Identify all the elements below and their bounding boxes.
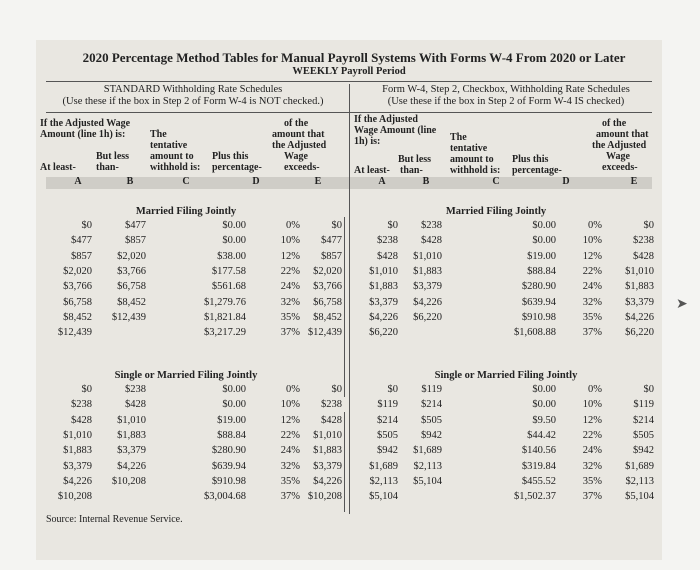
left-table-0-cell: $477 <box>71 235 92 247</box>
left-table-1-cell: $910.98 <box>211 475 246 487</box>
right-table-0-cell: $6,220 <box>625 327 654 339</box>
right-table-1-cell: 12% <box>582 414 602 426</box>
left-table-0-cell: 32% <box>280 296 300 308</box>
right-table-1-cell: $505 <box>633 429 654 441</box>
right-table-0-cell: 22% <box>582 265 602 277</box>
left-table-1-cell: $4,226 <box>117 460 146 472</box>
left-table-0-cell: $0.00 <box>222 235 246 247</box>
right-heading-line2: (Use these if the box in Step 2 of Form W-4 IS checked) <box>387 96 625 107</box>
right-table-1-cell: 35% <box>582 475 602 487</box>
right-heading-line1: Form W-4, Step 2, Checkbox, Withholding Rate Schedules <box>382 84 630 95</box>
right-tent-label: The <box>450 132 467 143</box>
left-table-0-cell: $0 <box>331 220 342 231</box>
right-table-1-cell: $0 <box>643 384 654 395</box>
left-table-1-cell: $10,208 <box>307 491 342 503</box>
left-table-0-cell: $2,020 <box>63 265 92 277</box>
left-heading-line1: STANDARD Withholding Rate Schedules <box>103 84 283 95</box>
left-table-0-cell: $477 <box>321 235 342 247</box>
right-col-letter-a: A <box>378 176 386 187</box>
left-table-0-cell: $3,766 <box>313 281 342 293</box>
right-table-1-cell: $319.84 <box>521 460 556 472</box>
left-table-0-cell: $12,439 <box>111 311 146 323</box>
left-heading-line2: (Use these if the box in Step 2 of Form W-4 is NOT checked.) <box>62 96 324 107</box>
left-table-0-cell: $0 <box>81 220 92 231</box>
right-table-1-cell: $942 <box>377 445 398 457</box>
left-table-0-cell: $561.68 <box>211 281 246 293</box>
left-ofthe-label-5: exceeds- <box>284 162 320 173</box>
left-table-0-cell: $177.58 <box>211 265 246 277</box>
right-table-0-cell: $4,226 <box>413 296 442 308</box>
right-table-0-title: Married Filing Jointly <box>445 206 547 217</box>
left-wage-label-2: Amount (line 1h) is: <box>40 129 126 140</box>
right-table-1-cell: $942 <box>421 429 442 441</box>
right-table-1-cell: $1,502.37 <box>514 491 556 503</box>
page-title: 2020 Percentage Method Tables for Manual Payroll Systems With Forms W-4 From 2020 or Later <box>82 50 626 65</box>
right-table-1-cell: 22% <box>582 429 602 441</box>
left-table-1-cell: $3,004.68 <box>204 491 246 503</box>
left-table-1-cell: $3,379 <box>63 460 92 472</box>
right-table-1-cell: $2,113 <box>413 460 442 472</box>
left-table-0-cell: $8,452 <box>63 311 92 323</box>
right-table-1-cell: $5,104 <box>369 491 398 503</box>
top-rule <box>46 81 652 82</box>
right-table-1-cell: $1,689 <box>413 445 442 457</box>
left-table-1-cell: $639.94 <box>211 460 246 472</box>
left-table-1-cell: $1,883 <box>63 445 92 457</box>
right-table-0-cell: $4,226 <box>625 311 654 323</box>
right-table-0-cell: $1,883 <box>625 281 654 293</box>
left-table-1-cell: $238 <box>125 384 146 395</box>
left-plus-label-2: percentage- <box>212 162 262 173</box>
left-table-1-cell: 24% <box>280 445 300 457</box>
right-table-1-cell: $119 <box>377 399 398 411</box>
left-table-0-cell: $857 <box>125 235 146 247</box>
right-butless-label-2: than- <box>400 165 423 176</box>
page-subtitle: WEEKLY Payroll Period <box>292 66 406 77</box>
right-table-0-cell: 35% <box>582 311 602 323</box>
left-table-0-cell: $857 <box>71 250 92 262</box>
right-butless-label: But less <box>398 154 432 165</box>
left-table-0-cell: $2,020 <box>117 250 146 262</box>
right-table-1-cell: $5,104 <box>625 491 654 503</box>
left-col-letter-d: D <box>252 176 260 187</box>
left-table-1-cell: 37% <box>280 491 300 503</box>
right-table-0-cell: $910.98 <box>521 311 556 323</box>
right-table-0-cell: 37% <box>582 327 602 339</box>
right-ofthe-label-4: Wage <box>606 151 630 162</box>
right-ofthe-label: of the <box>602 118 627 129</box>
left-table-1-cell: $280.90 <box>211 445 246 457</box>
right-table-0-cell: $88.84 <box>527 265 556 277</box>
right-table-0-cell: $3,379 <box>413 281 442 293</box>
right-table-0-cell: $4,226 <box>369 311 398 323</box>
right-tent-label-2: tentative <box>450 143 488 154</box>
left-e-divider-2 <box>344 412 345 512</box>
left-table-0-cell: $0.00 <box>222 220 246 231</box>
left-table-1-cell: $88.84 <box>217 429 246 441</box>
right-table-1-cell: $455.52 <box>521 475 556 487</box>
right-col-letter-c: C <box>492 176 500 187</box>
left-table-1-cell: 32% <box>280 460 300 472</box>
left-table-1-cell: 35% <box>280 475 300 487</box>
right-table-0-cell: $1,010 <box>625 265 654 277</box>
right-table-1-title: Single or Married Filing Jointly <box>434 370 578 381</box>
left-table-1-cell: $3,379 <box>117 445 146 457</box>
left-table-0-cell: $8,452 <box>313 311 342 323</box>
right-table-1-cell: $2,113 <box>369 475 398 487</box>
right-wage-label-3: 1h) is: <box>354 136 381 147</box>
right-table-0-cell: $0 <box>643 220 654 231</box>
right-wage-label-2: Wage Amount (line <box>354 125 437 136</box>
right-table-0-cell: $428 <box>377 250 398 262</box>
right-table-0-cell: 24% <box>582 281 602 293</box>
left-ofthe-label-2: amount that <box>272 129 325 140</box>
right-table-1-cell: 0% <box>588 384 602 395</box>
right-ofthe-label-2: amount that <box>596 129 649 140</box>
left-table-1-cell: $1,010 <box>63 429 92 441</box>
left-table-1-cell: $0.00 <box>222 399 246 411</box>
left-butless-label: But less <box>96 151 130 162</box>
left-ofthe-label-3: the Adjusted <box>272 140 327 151</box>
right-table-0-cell: $3,379 <box>625 296 654 308</box>
right-table-0-cell: $19.00 <box>527 250 556 262</box>
right-table-1-cell: 32% <box>582 460 602 472</box>
right-wage-label: If the Adjusted <box>354 114 418 125</box>
left-amt-label: amount to <box>150 151 194 162</box>
tax-table-page <box>36 40 662 560</box>
right-table-0-cell: $280.90 <box>521 281 556 293</box>
left-table-0-cell: $1,821.84 <box>204 311 246 323</box>
left-atleast-label: At least- <box>40 162 76 173</box>
left-table-1-cell: 22% <box>280 429 300 441</box>
right-table-1-cell: 37% <box>582 491 602 503</box>
right-table-0-cell: $6,220 <box>413 311 442 323</box>
left-table-0-cell: $38.00 <box>217 250 246 262</box>
left-table-1-cell: $19.00 <box>217 414 246 426</box>
right-table-1-cell: $1,689 <box>369 460 398 472</box>
left-wage-label: If the Adjusted Wage <box>40 118 131 129</box>
left-table-1-cell: $0 <box>331 384 342 395</box>
left-table-1-cell: $238 <box>71 399 92 411</box>
left-e-divider <box>344 217 345 397</box>
right-table-1-cell: $505 <box>421 414 442 426</box>
left-col-letter-b: B <box>126 176 134 187</box>
left-plus-label: Plus this <box>212 151 249 162</box>
left-amt-label-2: withhold is: <box>150 162 201 173</box>
mouse-cursor-icon: ➤ <box>676 297 688 312</box>
source-note: Source: Internal Revenue Service. <box>46 514 183 525</box>
left-table-0-cell: $6,758 <box>117 281 146 293</box>
right-table-0-cell: $3,379 <box>369 296 398 308</box>
left-tent-label: The <box>150 129 167 140</box>
left-table-0-cell: $2,020 <box>313 265 342 277</box>
left-table-1-cell: $0.00 <box>222 384 246 395</box>
left-section-heading <box>36 84 350 108</box>
left-table-1-cell: 12% <box>280 414 300 426</box>
right-table-0-cell: 32% <box>582 296 602 308</box>
right-table-1-cell: $505 <box>377 429 398 441</box>
left-table-0-cell: $12,439 <box>307 327 342 339</box>
right-col-letter-d: D <box>562 176 570 187</box>
left-table-1-cell: $428 <box>321 414 342 426</box>
right-table-0-cell: $1,608.88 <box>514 327 556 339</box>
right-table-1-cell: $119 <box>633 399 654 411</box>
left-table-1-cell: $238 <box>321 399 342 411</box>
right-col-letter-b: B <box>422 176 430 187</box>
right-table-1-cell: 10% <box>582 399 602 411</box>
left-table-0-cell: $6,758 <box>63 296 92 308</box>
right-table-0-cell: 0% <box>588 220 602 231</box>
right-table-0-cell: $238 <box>377 235 398 247</box>
left-ofthe-label: of the <box>284 118 309 129</box>
right-table-0-cell: $1,010 <box>413 250 442 262</box>
left-table-1-cell: $10,208 <box>111 475 146 487</box>
left-table-1-cell: 10% <box>280 399 300 411</box>
right-table-0-cell: $0.00 <box>532 235 556 247</box>
right-table-1-cell: $0 <box>387 384 398 395</box>
right-table-1-cell: 24% <box>582 445 602 457</box>
left-table-0-cell: $12,439 <box>57 327 92 339</box>
right-table-0-cell: 10% <box>582 235 602 247</box>
left-table-1-cell: $0 <box>81 384 92 395</box>
left-table-0-cell: 10% <box>280 235 300 247</box>
left-table-1-cell: $1,010 <box>313 429 342 441</box>
left-table-1-cell: $428 <box>71 414 92 426</box>
right-table-1-cell: $214 <box>633 414 654 426</box>
left-table-0-cell: $3,766 <box>63 281 92 293</box>
left-table-1-cell: $1,883 <box>117 429 146 441</box>
left-col-letter-c: C <box>182 176 190 187</box>
right-table-0-cell: $1,883 <box>369 281 398 293</box>
left-table-0-title: Married Filing Jointly <box>135 206 237 217</box>
right-table-0-cell: $428 <box>633 250 654 262</box>
center-divider <box>349 84 350 514</box>
left-table-0-cell: 24% <box>280 281 300 293</box>
left-table-1-cell: $3,379 <box>313 460 342 472</box>
right-table-1-cell: $0.00 <box>532 399 556 411</box>
right-table-0-cell: $6,220 <box>369 327 398 339</box>
left-table-0-cell: 37% <box>280 327 300 339</box>
right-table-1-cell: $5,104 <box>413 475 442 487</box>
right-table-0-cell: $1,883 <box>413 265 442 277</box>
left-table-0-cell: 35% <box>280 311 300 323</box>
right-amt-label-2: withhold is: <box>450 165 501 176</box>
left-col-letter-e: E <box>314 176 322 187</box>
right-table-1-cell: $44.42 <box>527 429 556 441</box>
left-table-0-cell: 0% <box>286 220 300 231</box>
left-table-0-cell: 22% <box>280 265 300 277</box>
right-plus-label-2: percentage- <box>512 165 562 176</box>
right-table-1-cell: $2,113 <box>625 475 654 487</box>
left-table-1-cell: $10,208 <box>57 491 92 503</box>
right-section-heading <box>350 84 662 108</box>
right-table-0-cell: $0.00 <box>532 220 556 231</box>
left-table-1-title: Single or Married Filing Jointly <box>114 370 258 381</box>
left-table-1-cell: 0% <box>286 384 300 395</box>
left-ofthe-label-4: Wage <box>284 151 308 162</box>
right-ofthe-label-3: the Adjusted <box>592 140 647 151</box>
right-table-0-cell: $428 <box>421 235 442 247</box>
right-table-0-cell: $238 <box>421 220 442 231</box>
left-tent-label-2: tentative <box>150 140 188 151</box>
right-ofthe-label-5: exceeds- <box>602 162 638 173</box>
right-table-0-cell: $639.94 <box>521 296 556 308</box>
left-butless-label-2: than- <box>96 162 119 173</box>
left-table-0-cell: $857 <box>321 250 342 262</box>
left-table-0-cell: $3,217.29 <box>204 327 246 339</box>
right-table-1-cell: $1,689 <box>625 460 654 472</box>
left-table-1-cell: $4,226 <box>63 475 92 487</box>
right-table-0-cell: $238 <box>633 235 654 247</box>
right-table-1-cell: $119 <box>421 384 442 395</box>
right-table-1-cell: $942 <box>633 445 654 457</box>
right-table-1-cell: $9.50 <box>532 414 556 426</box>
left-table-0-cell: $8,452 <box>117 296 146 308</box>
right-col-letter-e: E <box>630 176 638 187</box>
right-plus-label: Plus this <box>512 154 549 165</box>
left-table-0-cell: $477 <box>125 220 146 231</box>
left-table-0-cell: $1,279.76 <box>204 296 246 308</box>
left-table-1-cell: $1,883 <box>313 445 342 457</box>
right-table-1-cell: $214 <box>377 414 398 426</box>
right-table-0-cell: 12% <box>582 250 602 262</box>
right-table-1-cell: $0.00 <box>532 384 556 395</box>
left-table-1-cell: $1,010 <box>117 414 146 426</box>
right-amt-label: amount to <box>450 154 494 165</box>
left-table-0-cell: 12% <box>280 250 300 262</box>
right-table-0-cell: $1,010 <box>369 265 398 277</box>
left-table-0-cell: $6,758 <box>313 296 342 308</box>
right-table-1-cell: $140.56 <box>521 445 556 457</box>
left-table-1-cell: $4,226 <box>313 475 342 487</box>
left-col-letter-a: A <box>74 176 82 187</box>
left-table-0-cell: $3,766 <box>117 265 146 277</box>
right-table-0-cell: $0 <box>387 220 398 231</box>
right-table-1-cell: $214 <box>421 399 442 411</box>
left-table-1-cell: $428 <box>125 399 146 411</box>
right-atleast-label: At least- <box>354 165 390 176</box>
